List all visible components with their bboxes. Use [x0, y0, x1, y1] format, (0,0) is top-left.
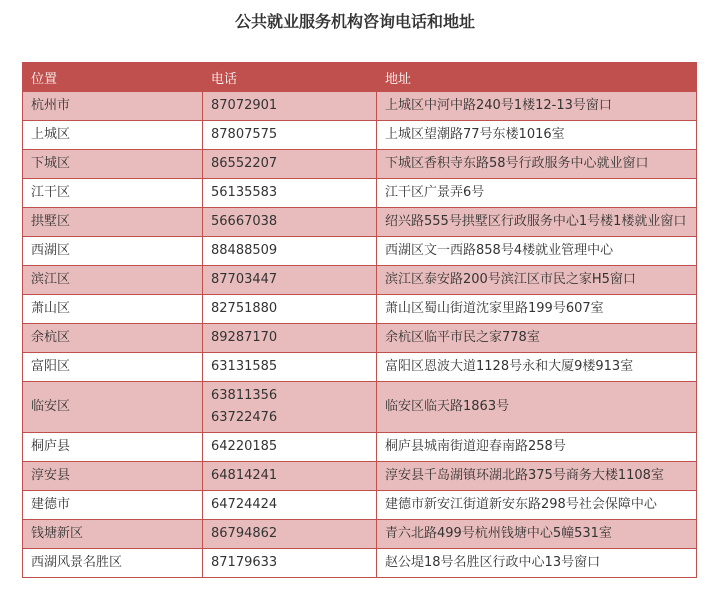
cell-location: 富阳区: [23, 353, 203, 382]
table-row: [23, 179, 697, 208]
phone-number: 63131585: [211, 359, 278, 374]
cell-location: 建德市: [23, 491, 203, 520]
cell-phone: [203, 520, 377, 549]
cell-phone: [203, 433, 377, 462]
cell-location: 钱塘新区: [23, 520, 203, 549]
cell-phone: [203, 549, 377, 578]
table-row: [23, 150, 697, 179]
table-row: [23, 92, 697, 121]
cell-location: 淳安县: [23, 462, 203, 491]
cell-phone: [203, 462, 377, 491]
column-header-location: 位置: [23, 63, 203, 92]
cell-address: 绍兴路555号拱墅区行政服务中心1号楼1楼就业窗口: [377, 208, 697, 237]
phone-number: 88488509: [211, 243, 278, 258]
cell-location: 桐庐县: [23, 433, 203, 462]
phone-number: 86794862: [211, 526, 278, 541]
cell-address: 上城区中河中路240号1楼12-13号窗口: [377, 92, 697, 121]
table-row: [23, 549, 697, 578]
cell-location: 上城区: [23, 121, 203, 150]
cell-location: 江干区: [23, 179, 203, 208]
phone-number: 89287170: [211, 330, 278, 345]
cell-address: 萧山区蜀山街道沈家里路199号607室: [377, 295, 697, 324]
phone-number: 63811356: [211, 388, 278, 403]
cell-phone: [203, 208, 377, 237]
cell-location: 滨江区: [23, 266, 203, 295]
table-row: [23, 324, 697, 353]
cell-location: 西湖区: [23, 237, 203, 266]
phone-number: 86552207: [211, 156, 278, 171]
phone-number: 64220185: [211, 439, 278, 454]
cell-location: 余杭区: [23, 324, 203, 353]
table-row: [23, 382, 697, 433]
cell-address: 滨江区泰安路200号滨江区市民之家H5窗口: [377, 266, 697, 295]
cell-address: 余杭区临平市民之家778室: [377, 324, 697, 353]
cell-address: 青六北路499号杭州钱塘中心5幢531室: [377, 520, 697, 549]
table-row: [23, 520, 697, 549]
phone-number: 87703447: [211, 272, 278, 287]
cell-location: 临安区: [23, 382, 203, 433]
cell-address: 建德市新安江街道新安东路298号社会保障中心: [377, 491, 697, 520]
cell-address: 西湖区文一西路858号4楼就业管理中心: [377, 237, 697, 266]
table-row: [23, 237, 697, 266]
table-row: [23, 462, 697, 491]
cell-phone: [203, 491, 377, 520]
phone-number: 82751880: [211, 301, 278, 316]
cell-phone: [203, 353, 377, 382]
cell-phone: [203, 295, 377, 324]
cell-location: 西湖风景名胜区: [23, 549, 203, 578]
table-row: [23, 491, 697, 520]
table-row: [23, 433, 697, 462]
cell-location: 萧山区: [23, 295, 203, 324]
phone-number: 56667038: [211, 214, 278, 229]
phone-number: 64814241: [211, 468, 278, 483]
table-row: [23, 353, 697, 382]
cell-phone: [203, 382, 377, 433]
phone-number: 87179633: [211, 555, 278, 570]
cell-phone: [203, 237, 377, 266]
column-header-phone: 电话: [203, 63, 377, 92]
cell-address: 上城区望潮路77号东楼1016室: [377, 121, 697, 150]
table-row: [23, 295, 697, 324]
table-row: [23, 121, 697, 150]
phone-number: 56135583: [211, 185, 278, 200]
cell-phone: [203, 92, 377, 121]
table-row: [23, 208, 697, 237]
cell-address: 下城区香积寺东路58号行政服务中心就业窗口: [377, 150, 697, 179]
cell-address: 赵公堤18号名胜区行政中心13号窗口: [377, 549, 697, 578]
cell-location: 拱墅区: [23, 208, 203, 237]
cell-phone: [203, 121, 377, 150]
cell-phone: [203, 266, 377, 295]
cell-address: 淳安县千岛湖镇环湖北路375号商务大楼1108室: [377, 462, 697, 491]
cell-phone: [203, 150, 377, 179]
page-title: 公共就业服务机构咨询电话和地址: [234, 12, 475, 31]
phone-number: 64724424: [211, 497, 278, 512]
phone-number: 63722476: [211, 410, 278, 425]
phone-number: 87807575: [211, 127, 278, 142]
cell-phone: [203, 324, 377, 353]
cell-address: 江干区广景弄6号: [377, 179, 697, 208]
table-row: [23, 266, 697, 295]
cell-location: 杭州市: [23, 92, 203, 121]
table-header-row: [23, 63, 697, 92]
cell-address: 桐庐县城南街道迎春南路258号: [377, 433, 697, 462]
cell-address: 富阳区恩波大道1128号永和大厦9楼913室: [377, 353, 697, 382]
cell-address: 临安区临天路1863号: [377, 382, 697, 433]
contact-table: [22, 62, 697, 578]
phone-number: 87072901: [211, 98, 278, 113]
cell-location: 下城区: [23, 150, 203, 179]
cell-phone: [203, 179, 377, 208]
column-header-address: 地址: [377, 63, 697, 92]
